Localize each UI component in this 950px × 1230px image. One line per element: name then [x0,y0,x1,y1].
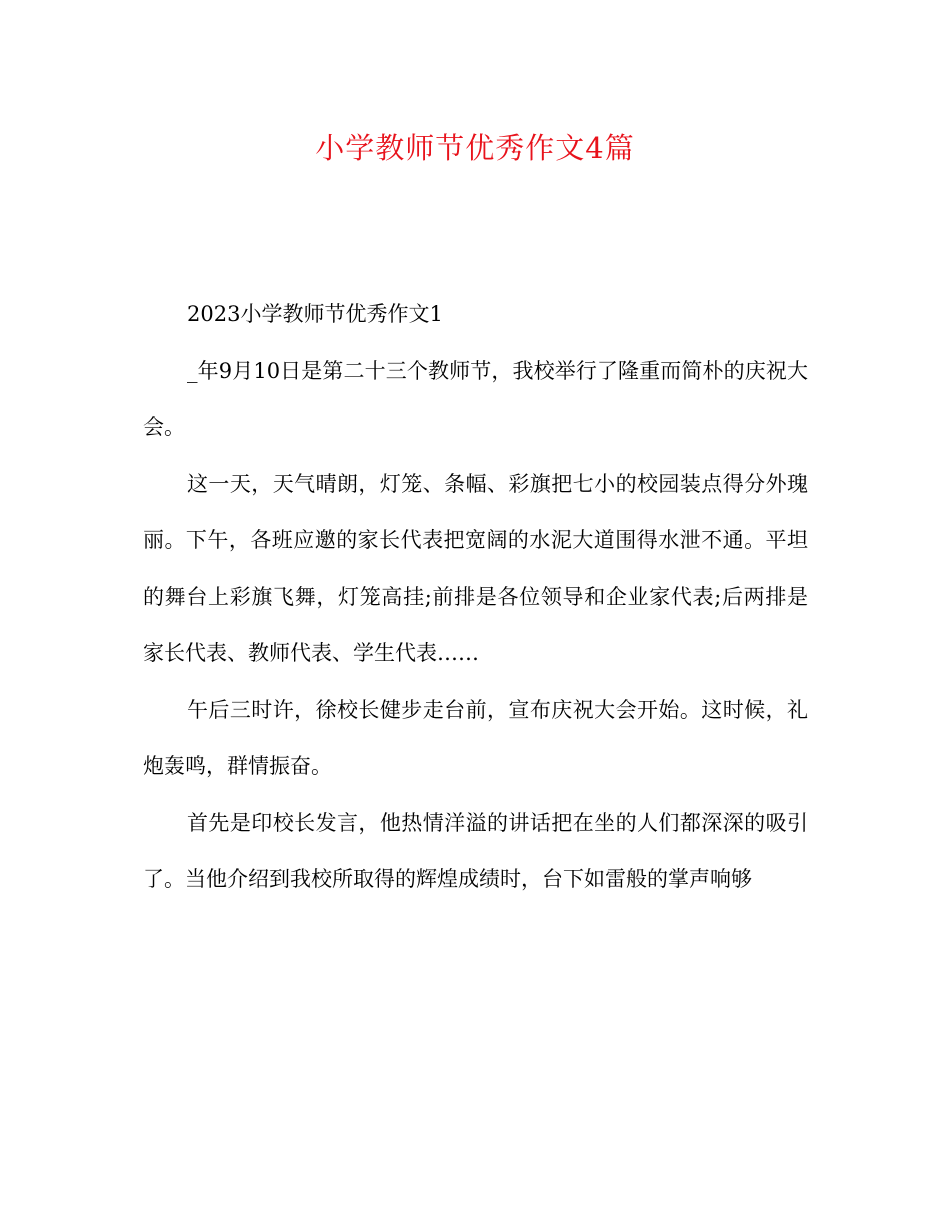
paragraph: 首先是印校长发言，他热情洋溢的讲话把在坐的人们都深深的吸引了。当他介绍到我校所取得的辉煌成绩时，台下如雷般的掌声响够 [143,810,808,891]
paragraph: 午后三时许，徐校长健步走台前，宣布庆祝大会开始。这时候，礼炮轰鸣，群情振奋。 [143,697,808,778]
document-title: 小学教师节优秀作文4篇 [315,131,635,165]
paragraph: 这一天，天气晴朗，灯笼、条幅、彩旗把七小的校园装点得分外瑰丽。下午，各班应邀的家长代表把宽阔的水泥大道围得水泄不通。平坦的舞台上彩旗飞舞，灯笼高挂;前排是各位领导和企业家代表;后两排是家长代表、教师代表、学生代表…… [143,471,808,665]
section-heading: 2023小学教师节优秀作文1 [187,302,443,326]
paragraph: _年9月10日是第二十三个教师节，我校举行了隆重而简朴的庆祝大会。 [143,358,808,439]
document-body [143,286,808,908]
